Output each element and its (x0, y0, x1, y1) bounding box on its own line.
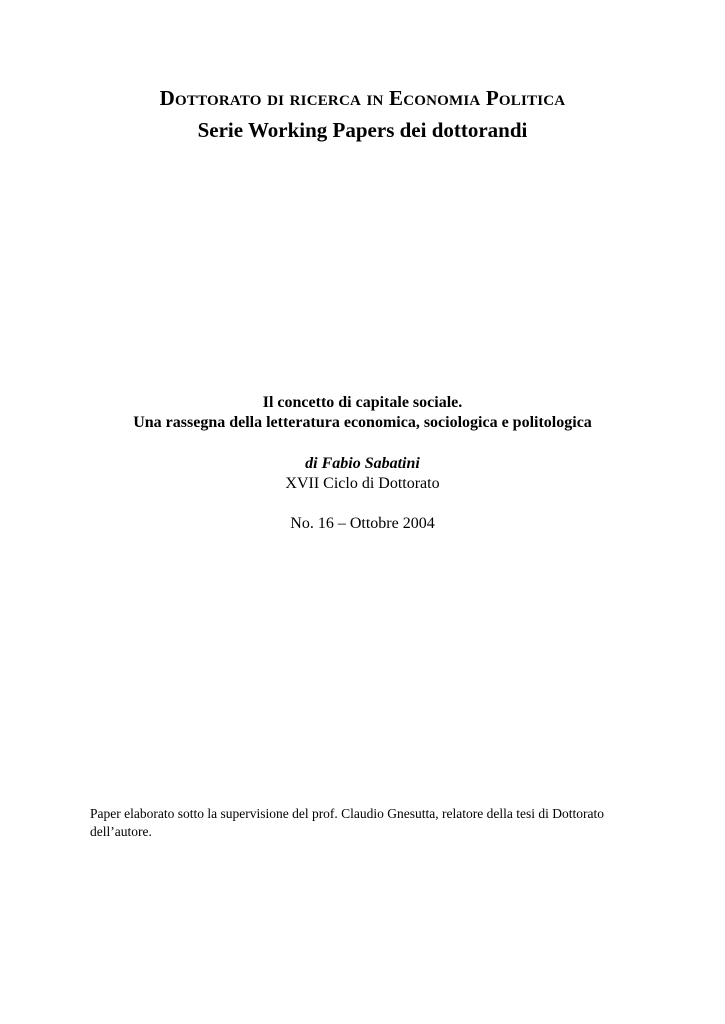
series-title: Serie Working Papers dei dottorandi (197, 118, 528, 142)
author-line: di Fabio Sabatini (305, 455, 420, 472)
program-title: Dottorato di ricerca in Economia Politica (159, 86, 566, 110)
supervision-note: Paper elaborato sotto la supervisione del prof. Claudio Gnesutta, relatore della tesi di Dottorato dell’autore. (90, 806, 604, 839)
paper-title-line-1: Il concetto di capitale sociale. (262, 394, 463, 411)
paper-number-date: No. 16 – Ottobre 2004 (290, 515, 435, 532)
paper-title-line-2: Una rassegna della letteratura economica, sociologica e politologica (133, 414, 592, 431)
doctoral-cycle: XVII Ciclo di Dottorato (285, 475, 440, 492)
